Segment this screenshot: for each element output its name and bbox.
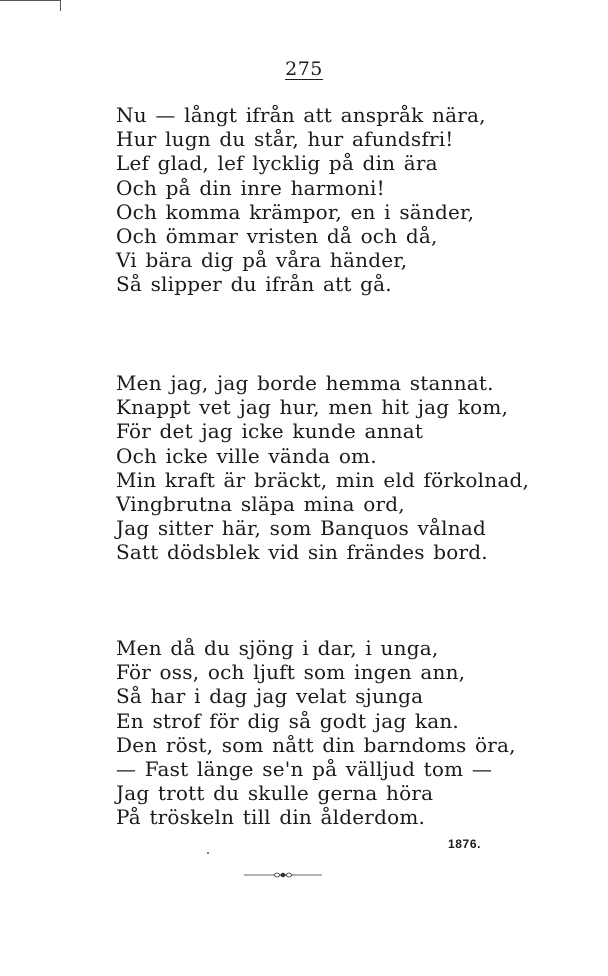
poem-line: Och ömmar vristen då och då, [116, 224, 438, 249]
poem-line: Vingbrutna släpa mina ord, [116, 492, 405, 517]
fleuron-rule-icon [244, 870, 322, 880]
page-number: 275 [285, 58, 323, 80]
poem-line: Lef glad, lef lycklig på din ära [116, 151, 438, 176]
poem-line: Jag sitter här, som Banquos vålnad [116, 516, 486, 541]
poem-line: Jag trott du skulle gerna höra [116, 781, 434, 806]
poem-stanza-2 [116, 371, 529, 565]
page-corner-mark [0, 0, 61, 11]
poem-stanza-3 [116, 636, 516, 830]
poem-line: Vi bära dig på våra händer, [116, 248, 408, 273]
poem-line: Och komma krämpor, en i sänder, [116, 199, 475, 224]
poem-line: Så har i dag jag velat sjunga [116, 684, 424, 709]
poem-line: Min kraft är bräckt, min eld förkolnad, [116, 467, 530, 492]
poem-line: Och på din inre harmoni! [116, 175, 385, 200]
poem-line: Så slipper du ifrån att gå. [116, 272, 392, 297]
poem-line: På tröskeln till din ålderdom. [116, 805, 426, 830]
poem-line: Och icke ville vända om. [116, 443, 377, 468]
poem-line: För oss, och ljuft som ingen ann, [116, 660, 466, 685]
poem-line: Men då du sjöng i dar, i unga, [116, 636, 439, 660]
poem-line: Satt dödsblek vid sin frändes bord. [116, 540, 488, 565]
poem-year: 1876. [448, 837, 482, 851]
poem-line: För det jag icke kunde annat [116, 419, 424, 444]
poem-line: Hur lugn du står, hur afundsfri! [116, 127, 454, 152]
poem-line: Nu — långt ifrån att anspråk nära, [116, 103, 486, 127]
poem-line: Den röst, som nått din barndoms öra, [116, 732, 516, 757]
poem-line: En strof för dig så godt jag kan. [116, 708, 459, 733]
poem-line: Knappt vet jag hur, men hit jag kom, [116, 395, 509, 420]
poem-line: — Fast länge se'n på välljud tom — [116, 757, 493, 782]
poem-stanza-1 [116, 103, 486, 297]
poem-line: Men jag, jag borde hemma stannat. [116, 371, 494, 395]
print-speck [207, 852, 209, 854]
